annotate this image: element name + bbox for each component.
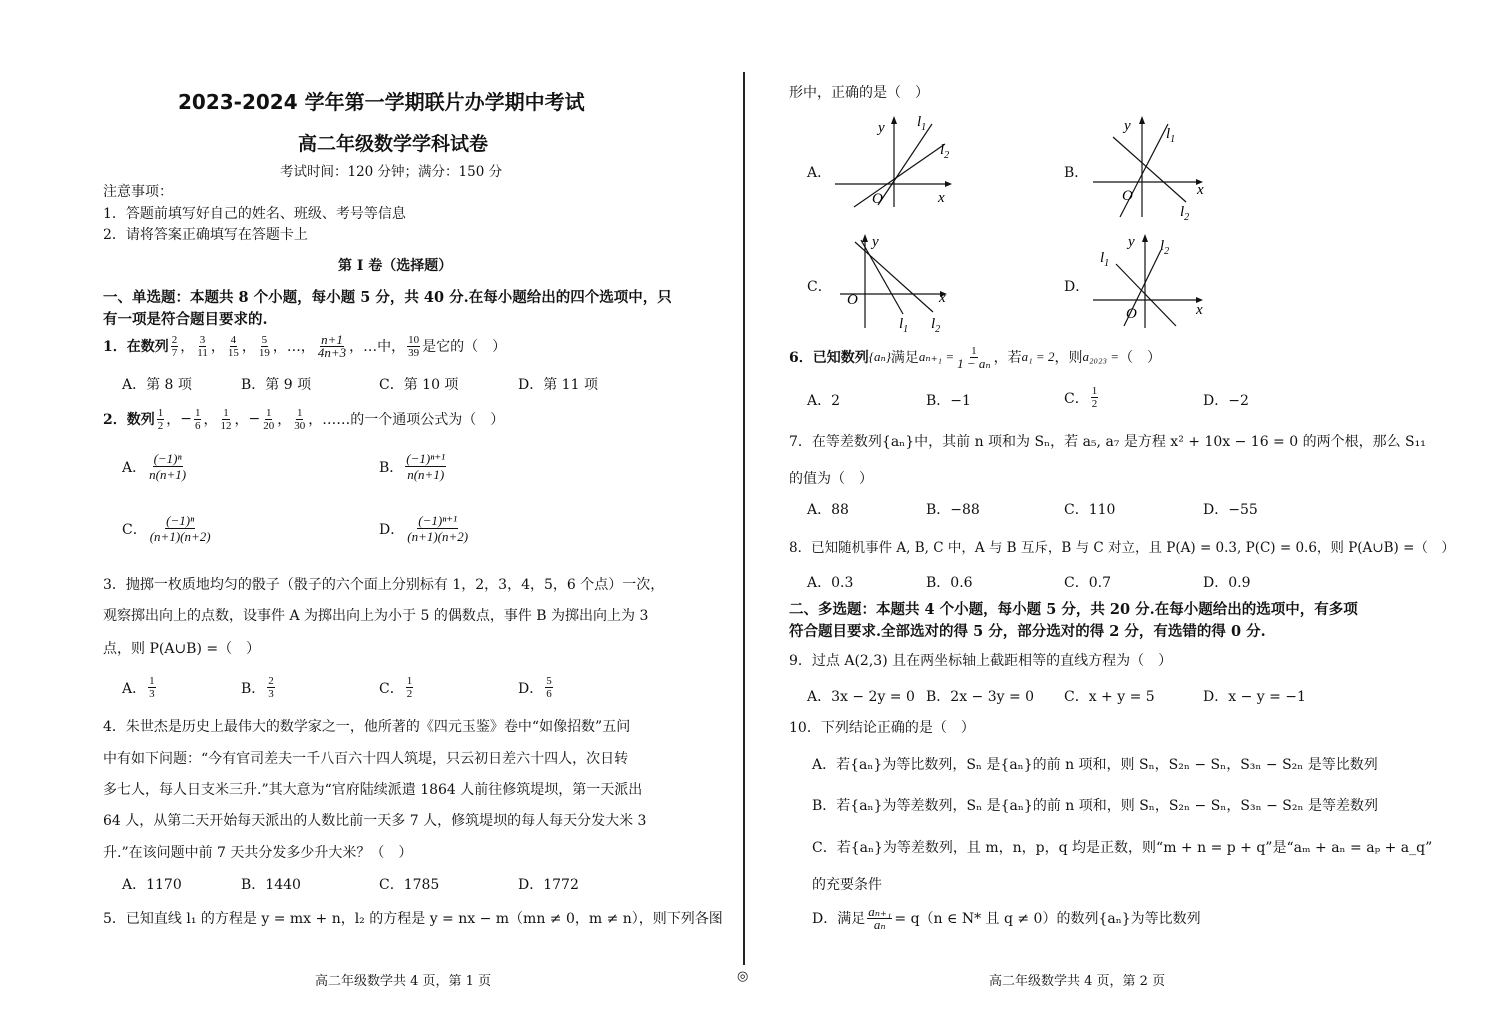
svg-text:l2: $l_2$	[940, 142, 950, 161]
q9-option-d[interactable]: D．x − y = −1	[1203, 689, 1306, 705]
q10-option-d[interactable]: D．满足 $\frac{\text{aₙ₊₁}}{\text{aₙ}}$ = q（n ∈ N* 且 q ≠ 0）的数列{aₙ}为等比数列	[812, 903, 1201, 932]
q3-option-d[interactable]: D． $\frac{5}{6}$	[518, 675, 552, 700]
q9-option-b[interactable]: B．2x − 3y = 0	[926, 689, 1035, 705]
q1-suffix: 是它的（ ）	[422, 339, 507, 355]
q4-option-c[interactable]: C．1785	[379, 877, 440, 893]
question-4: 4．朱世杰是历史上最伟大的数学家之一，他所著的《四元玉鉴》卷中“如像招数”五问	[103, 719, 631, 735]
q6-prefix: 6．已知数列	[789, 350, 869, 366]
q6-text: ，则	[1054, 350, 1083, 366]
question-3: 3．抛掷一枚质地均匀的骰子（骰子的六个面上分别标有 1，2，3，4，5，6 个点）一次，	[103, 577, 665, 593]
svg-text:O: O	[847, 292, 858, 308]
q1-option-d[interactable]: D．第 11 项	[518, 377, 598, 393]
note-item: 1．答题前填写好自己的姓名、班级、考号等信息	[103, 206, 406, 222]
question-4-line: 中有如下问题：“今有官司差夫一千八百六十四人筑堤，只云初日差六十四人，次日转	[103, 751, 629, 767]
q2-option-c[interactable]: C． $\frac{\text{(−1)ⁿ}}{(n+1)(n+2)}$	[122, 513, 211, 544]
q2-sign: −	[180, 411, 192, 427]
question-7-cont: 的值为（ ）	[789, 471, 873, 487]
q7-option-d[interactable]: D．−55	[1203, 502, 1258, 518]
question-4-line: 多七人，每人日支米三升.”其大意为“官府陆续派遣 1864 人前往修筑堤坝，第一天派出	[103, 782, 643, 798]
exam-subtitle: 高二年级数学学科试卷	[298, 133, 489, 155]
q1-option-c[interactable]: C．第 10 项	[379, 377, 459, 393]
q1-prefix: 1．在数列	[103, 339, 169, 355]
q6-text: （ ）	[1119, 350, 1162, 366]
q4-option-d[interactable]: D．1772	[518, 877, 579, 893]
question-4-line: 升.”在该问题中前 7 天共分发多少升大米？（ ）	[103, 845, 413, 861]
q1-term-general: $\frac{n+1}{4n+3}$	[317, 331, 347, 360]
q7-option-c[interactable]: C．110	[1064, 502, 1116, 518]
q10-option-a[interactable]: A．若{aₙ}为等比数列，Sₙ 是{aₙ}的前 n 项和，则 Sₙ，S₂ₙ − Sₙ，S₃ₙ − S₂ₙ 是等比数列	[812, 757, 1378, 773]
q6-fraction: $\frac{1}{\text{1 − aₙ}}$	[957, 344, 991, 371]
q2-option-b[interactable]: B． $\frac{\text{(−1)ⁿ⁺¹}}{n(n+1)}$	[379, 451, 446, 482]
q6-init: a₁ = 2	[1021, 349, 1055, 364]
svg-text:l1: $l_1$	[1166, 126, 1176, 145]
svg-text:y: y	[1128, 234, 1135, 250]
question-3-line: 点，则 P(A∪B) =（ ）	[103, 641, 261, 657]
part1-title: 第 I 卷（选择题）	[338, 258, 453, 274]
svg-text:x: x	[938, 190, 945, 206]
q1-target: $\frac{10}{39}$	[408, 333, 420, 359]
column-divider	[743, 72, 745, 965]
q4-option-b[interactable]: B．1440	[241, 877, 301, 893]
q6-option-b[interactable]: B．−1	[926, 393, 971, 409]
q7-option-a[interactable]: A．88	[807, 502, 849, 518]
q6-target: a₂₀₂₃ =	[1082, 349, 1120, 364]
q2-term: $\frac{1}{6}$	[194, 406, 201, 432]
q3-option-a[interactable]: A． $\frac{1}{3}$	[122, 675, 155, 700]
section1-heading-cont: 有一项是符合题目要求的.	[103, 311, 268, 328]
q1-term: $\frac{3}{11}$	[197, 333, 208, 359]
q1-ellipsis: ，…，	[272, 339, 315, 355]
exam-info: 考试时间：120 分钟；满分：150 分	[280, 164, 503, 180]
q5-option-a[interactable]: A．	[807, 165, 832, 181]
q6-text: ，若	[993, 350, 1022, 366]
question-2: 2．数列 $\frac{1}{2}$ ， − $\frac{1}{6}$ ， $\frac{1}{12}$ ， − $\frac{1}{20}$ ， $\frac{1}{30}$ ，……的一个通项公式为（ ）	[103, 406, 505, 432]
svg-text:x: x	[939, 290, 946, 306]
q7-option-b[interactable]: B．−88	[926, 502, 980, 518]
q1-option-a[interactable]: A．第 8 项	[122, 377, 192, 393]
q8-option-d[interactable]: D．0.9	[1203, 575, 1251, 591]
exam-title: 2023-2024 学年第一学期联片办学期中考试	[178, 90, 585, 114]
svg-text:l1: $l_1$	[917, 114, 927, 133]
question-4-line: 64 人，从第二天开始每天派出的人数比前一天多 7 人，修筑堤坝的每人每天分发大米 3	[103, 813, 647, 829]
q2-term: $\frac{1}{2}$	[157, 406, 164, 432]
q2-sign: −	[248, 411, 261, 427]
q5-option-b[interactable]: B．	[1064, 165, 1089, 181]
svg-text:l2: $l_2$	[1180, 204, 1190, 222]
question-7: 7．在等差数列{aₙ}中，其前 n 项和为 Sₙ，若 a₅, a₇ 是方程 x² + 10x − 16 = 0 的两个根，那么 S₁₁	[789, 434, 1426, 450]
q8-option-b[interactable]: B．0.6	[926, 575, 973, 591]
q6-text: 满足	[890, 350, 919, 366]
q1-term: $\frac{5}{19}$	[258, 333, 270, 359]
q2-prefix: 2．数列	[103, 412, 155, 428]
section1-heading: 一、单选题：本题共 8 个小题，每小题 5 分，共 40 分.在每小题给出的四个选项中，只	[103, 289, 672, 306]
q5-graph-b	[1088, 112, 1218, 222]
q5-graph-a	[830, 112, 960, 212]
question-9: 9．过点 A(2,3) 且在两坐标轴上截距相等的直线方程为（ ）	[789, 653, 1173, 669]
q6-option-a[interactable]: A．2	[807, 393, 841, 409]
q1-term: $\frac{4}{15}$	[227, 333, 239, 359]
q4-option-a[interactable]: A．1170	[122, 877, 182, 893]
q3-option-b[interactable]: B． $\frac{2}{3}$	[241, 675, 274, 700]
q5-graph-c	[835, 228, 965, 338]
q2-option-d[interactable]: D． $\frac{\text{(−1)ⁿ⁺¹}}{(n+1)(n+2)}$	[379, 513, 469, 544]
question-8: 8．已知随机事件 A, B, C 中，A 与 B 互斥，B 与 C 对立，且 P(A) = 0.3, P(C) = 0.6，则 P(A∪B) =（ ）	[789, 540, 1455, 556]
question-6	[789, 340, 1161, 374]
q10-option-c[interactable]: C．若{aₙ}为等差数列，且 m，n，p，q 均是正数，则“m + n = p + q”是“aₘ + aₙ = aₚ + a_q”	[812, 840, 1433, 856]
svg-text:O: O	[1122, 188, 1133, 204]
q2-suffix: ，……的一个通项公式为（ ）	[308, 412, 505, 428]
q6-lhs: aₙ₊₁ =	[918, 349, 955, 364]
footer-center: ◎	[737, 969, 749, 984]
question-10: 10．下列结论正确的是（ ）	[789, 720, 975, 736]
q5-option-d[interactable]: D．	[1064, 279, 1090, 295]
footer-left: 高二年级数学共 4 页，第 1 页	[315, 974, 492, 989]
svg-text:l2: $l_2$	[931, 316, 941, 335]
q10-option-b[interactable]: B．若{aₙ}为等差数列，Sₙ 是{aₙ}的前 n 项和，则 Sₙ，S₂ₙ − Sₙ，S₃ₙ − S₂ₙ 是等差数列	[812, 798, 1378, 814]
section2-heading-cont: 符合题目要求.全部选对的得 5 分，部分选对的得 2 分，有选错的得 0 分.	[789, 623, 1266, 640]
question-1: 1．在数列 $\frac{2}{7}$ ， $\frac{3}{11}$ ， $\frac{4}{15}$ ， $\frac{5}{19}$ ，…， $\frac{n+1}{4n+3}$ ，…中， $\frac{10}{39}$ 是它的（ ）	[103, 331, 507, 360]
q2-term: $\frac{1}{20}$	[263, 406, 275, 432]
footer-right: 高二年级数学共 4 页，第 2 页	[989, 974, 1166, 989]
svg-text:O: O	[872, 191, 883, 207]
svg-text:l1: $l_1$	[899, 316, 909, 335]
q6-option-d[interactable]: D．−2	[1203, 393, 1249, 409]
q9-option-c[interactable]: C．x + y = 5	[1064, 689, 1155, 705]
q1-term: $\frac{2}{7}$	[171, 333, 178, 359]
q2-option-a[interactable]: A． $\frac{\text{(−1)ⁿ}}{n(n+1)}$	[122, 451, 187, 482]
note-item: 2．请将答案正确填写在答题卡上	[103, 227, 308, 243]
q2-term: $\frac{1}{12}$	[220, 406, 232, 432]
question-5-cont: 形中，正确的是（ ）	[789, 85, 929, 101]
q6-seq: {aₙ}	[868, 349, 891, 364]
q6-option-c[interactable]: C． $\frac{1}{2}$	[1064, 385, 1098, 410]
svg-text:x: x	[1197, 182, 1204, 198]
q3-option-c[interactable]: C． $\frac{1}{2}$	[379, 675, 413, 700]
svg-text:x: x	[1196, 302, 1203, 318]
svg-text:y: y	[1124, 118, 1131, 134]
q8-option-a[interactable]: A．0.3	[807, 575, 854, 591]
q1-mid: ，…中，	[349, 339, 406, 355]
q5-option-c[interactable]: C．	[807, 279, 832, 295]
svg-text:l2: $l_2$	[1160, 238, 1170, 257]
svg-text:y: y	[872, 234, 879, 250]
q1-option-b[interactable]: B．第 9 项	[241, 377, 312, 393]
q5-graph-d	[1088, 228, 1218, 338]
q10-option-c-cont: 的充要条件	[812, 877, 882, 893]
svg-text:O: O	[1126, 306, 1137, 322]
q9-option-a[interactable]: A．3x − 2y = 0	[807, 689, 915, 705]
question-5: 5．已知直线 l₁ 的方程是 y = mx + n，l₂ 的方程是 y = nx − m（mn ≠ 0，m ≠ n），则下列各图	[103, 911, 723, 927]
q2-term: $\frac{1}{30}$	[294, 406, 306, 432]
question-3-line: 观察掷出向上的点数，设事件 A 为掷出向上为小于 5 的偶数点，事件 B 为掷出向上为 3	[103, 608, 649, 624]
section2-heading: 二、多选题：本题共 4 个小题，每小题 5 分，共 20 分.在每小题给出的选项中，有多项	[789, 601, 1358, 618]
svg-text:y: y	[878, 120, 885, 136]
notes-heading: 注意事项：	[103, 184, 173, 200]
q8-option-c[interactable]: C．0.7	[1064, 575, 1111, 591]
svg-text:l1: $l_1$	[1100, 250, 1110, 269]
